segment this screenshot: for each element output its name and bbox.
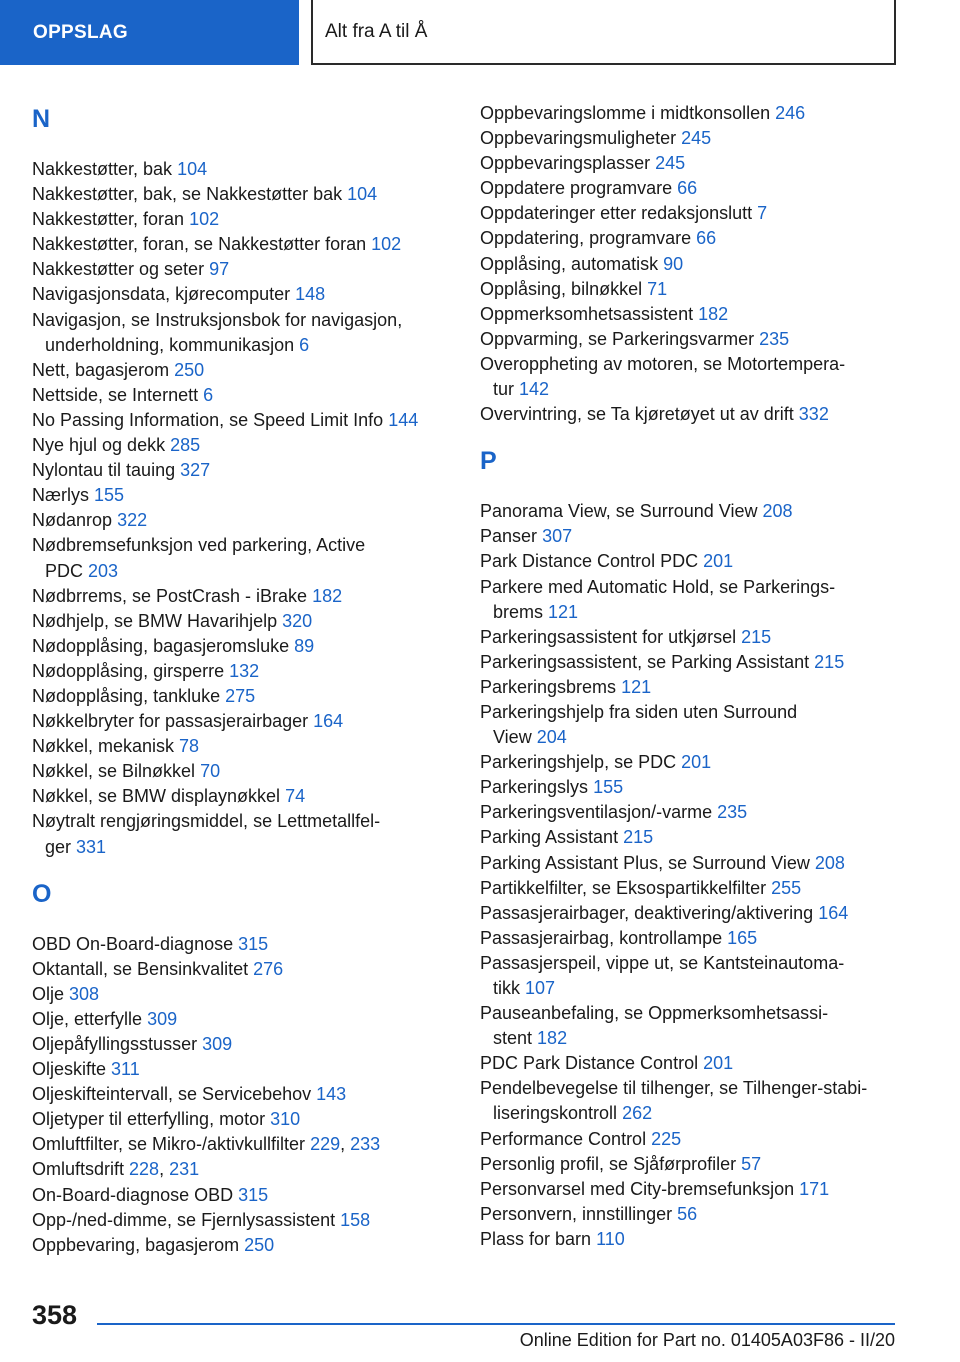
index-entry [480, 650, 900, 675]
index-entry [480, 302, 900, 327]
entry-term: No Passing Information, se Speed Limit Info [32, 409, 384, 430]
index-entry: Omluftsdrift 228, 231 [32, 1159, 200, 1180]
index-entry [480, 625, 900, 650]
page-reference-link[interactable]: 165 [727, 927, 758, 948]
entry-term: View [493, 727, 532, 748]
index-entry [480, 151, 900, 176]
page-reference-link[interactable]: 208 [762, 501, 793, 522]
entry-term: Passasjerairbag, kontrollampe [480, 927, 723, 948]
index-entry [32, 483, 452, 508]
entry-term: Nøytralt rengjøringsmiddel, se Lettmetallfel- [32, 811, 381, 832]
index-entry [480, 775, 900, 800]
entry-term: tikk [493, 978, 520, 998]
index-entry [480, 1076, 900, 1126]
index-entry [32, 584, 452, 609]
entry-term: Oljetyper til etterfylling, motor [32, 1109, 266, 1130]
index-entry [32, 982, 452, 1007]
page-reference-link[interactable]: 245 [681, 128, 712, 149]
page-reference-link[interactable]: 56 [677, 1203, 698, 1224]
index-entry [32, 508, 452, 533]
page-reference-link[interactable]: 276 [253, 958, 284, 979]
index-entry [480, 575, 900, 625]
chapter-title: Alt fra A til Å [325, 20, 428, 42]
index-entry [480, 101, 900, 126]
page-reference-link[interactable]: 70 [200, 761, 221, 782]
page-reference-link[interactable]: 262 [622, 1103, 653, 1124]
index-entry [32, 308, 452, 358]
page-reference-link[interactable]: 322 [117, 510, 148, 531]
index-entry [32, 1233, 452, 1258]
index-entry [32, 1208, 452, 1233]
page-reference-link[interactable]: 201 [703, 1053, 734, 1074]
page-reference-link[interactable]: 307 [542, 526, 573, 547]
entry-term: Plass for barn [480, 1228, 592, 1249]
page-reference-link[interactable]: 332 [798, 404, 829, 425]
entry-term: Oppbevaringsplasser [480, 153, 651, 174]
entry-term: Parkere med Automatic Hold, se Parkerings- [480, 576, 836, 597]
index-entry [32, 533, 452, 583]
index-letter-heading: O [32, 879, 52, 908]
page-reference-link[interactable]: 225 [651, 1128, 682, 1149]
index-entry [480, 1001, 900, 1051]
page-reference-link[interactable]: 90 [663, 253, 684, 274]
entry-term: Oljepåfyllingsstusser [32, 1034, 198, 1054]
page-reference-link[interactable]: 182 [698, 303, 729, 324]
index-entry [32, 182, 452, 207]
page-reference-link[interactable]: 144 [388, 409, 419, 430]
page-number: 358 [32, 1300, 78, 1330]
index-entry [480, 825, 900, 850]
index-entry [32, 759, 452, 784]
page-reference-link[interactable]: 250 [174, 359, 205, 380]
index-entry [32, 433, 452, 458]
page-reference-link[interactable]: 66 [696, 228, 717, 249]
entry-term: Parkeringsassistent, se Parking Assistant [480, 651, 810, 672]
entry-term: Omluftfilter, se Mikro-/aktivkullfilter [32, 1134, 306, 1155]
entry-term: On-Board-diagnose OBD [32, 1184, 234, 1205]
index-entry [32, 232, 452, 257]
entry-term: Oljeskifteintervall, se Servicebehov [32, 1084, 312, 1105]
entry-term: Nett, bagasjerom [32, 359, 170, 380]
index-entry [480, 1227, 900, 1252]
page-reference-link[interactable]: 182 [537, 1028, 568, 1049]
index-entry [480, 675, 900, 700]
entry-term: Nakkestøtter, bak [32, 159, 173, 179]
entry-term: Nødbremsefunksjon ved parkering, Active [32, 535, 366, 556]
page-reference-link[interactable]: 107 [525, 978, 556, 998]
entry-term: Nøkkelbryter for passasjerairbager [32, 711, 309, 732]
index-entry [32, 1183, 452, 1208]
entry-term: Parkeringsassistent for utkjørsel [480, 626, 737, 647]
entry-term: Nakkestøtter, bak, se Nakkestøtter bak [32, 184, 343, 205]
page-reference-link[interactable]: 158 [340, 1209, 371, 1230]
index-entry [480, 851, 900, 876]
entry-term: Oktantall, se Bensinkvalitet [32, 958, 249, 979]
page-reference-link[interactable]: 250 [244, 1234, 275, 1255]
index-entry [480, 951, 900, 1001]
page-reference-link[interactable]: 233 [350, 1134, 381, 1155]
entry-term: ger [45, 836, 72, 857]
index-entry [32, 609, 452, 634]
entry-term: Opplåsing, bilnøkkel [480, 278, 643, 299]
entry-term: Nøkkel, mekanisk [32, 736, 175, 757]
entry-term: Parkeringsventilasjon/-varme [480, 802, 713, 823]
entry-term: Nødopplåsing, tankluke [32, 685, 221, 706]
entry-term: Oppbevaringsmuligheter [480, 128, 677, 149]
index-entry [32, 358, 452, 383]
entry-term: tur [493, 379, 515, 400]
index-entry [32, 809, 452, 859]
index-entry [32, 257, 452, 282]
entry-term: Personvern, innstillinger [480, 1203, 673, 1224]
entry-term: Partikkelfilter, se Eksospartikkelfilter [480, 877, 767, 898]
page-reference-link[interactable]: 246 [775, 103, 806, 123]
entry-term: Nakkestøtter og seter [32, 259, 205, 280]
page-reference-link[interactable]: 97 [209, 259, 230, 280]
entry-term: Nakkestøtter, foran [32, 209, 185, 230]
index-entry [480, 176, 900, 201]
entry-term: Overvintring, se Ta kjøretøyet ut av drift [480, 404, 794, 425]
page-reference-link[interactable]: 155 [94, 485, 125, 506]
entry-term: Nødbrrems, se PostCrash - iBrake [32, 585, 308, 606]
page-reference-link[interactable]: 164 [818, 902, 849, 923]
chapter-header [311, 0, 896, 65]
page-reference-link[interactable]: 78 [179, 736, 200, 757]
index-entry [480, 524, 900, 549]
page-reference-link[interactable]: 204 [536, 727, 567, 748]
index-letter-heading: P [480, 447, 497, 476]
entry-term: OBD On-Board-diagnose [32, 933, 234, 954]
index-entry [32, 1032, 452, 1057]
entry-term: Opplåsing, automatisk [480, 253, 659, 274]
index-entry [480, 750, 900, 775]
page-reference-link[interactable]: 308 [69, 983, 100, 1004]
entry-term: Oppdatere programvare [480, 178, 673, 199]
page-reference-link[interactable]: 6 [299, 334, 310, 355]
entry-term: PDC [45, 560, 84, 581]
index-entry [480, 926, 900, 951]
entry-term: Panser [480, 526, 538, 547]
index-entry [32, 784, 452, 809]
section-tab [0, 0, 299, 65]
index-entry [480, 876, 900, 901]
footer-edition: Online Edition for Part no. 01405A03F86 - II/20 [519, 1330, 895, 1350]
index-entry [32, 157, 452, 182]
index-entry [480, 700, 900, 750]
index-entry [480, 327, 900, 352]
page-reference-link[interactable]: 310 [270, 1109, 301, 1130]
entry-term: PDC Park Distance Control [480, 1053, 699, 1074]
entry-term: Nakkestøtter, foran, se Nakkestøtter foran [32, 234, 367, 255]
entry-term: Nødhjelp, se BMW Havarihjelp [32, 610, 278, 631]
index-entry [32, 932, 452, 957]
page-reference-link[interactable]: 132 [229, 660, 260, 681]
page-reference-link[interactable]: 203 [88, 560, 119, 581]
page-reference-link[interactable]: 110 [596, 1228, 625, 1249]
entry-term: Opp-/ned-dimme, se Fjernlysassistent [32, 1209, 336, 1230]
page-reference-link[interactable]: 121 [621, 676, 652, 697]
entry-term: Oppvarming, se Parkeringsvarmer [480, 328, 755, 349]
entry-term: Olje [32, 983, 65, 1004]
entry-term: Parkeringshjelp, se PDC [480, 752, 677, 773]
entry-term: Navigasjon, se Instruksjonsbok for navigasjon, [32, 309, 403, 330]
entry-term: Nye hjul og dekk [32, 435, 166, 456]
page-reference-link[interactable]: 235 [717, 802, 748, 823]
entry-term: Nøkkel, se Bilnøkkel [32, 761, 196, 782]
page-reference-link[interactable]: 315 [238, 933, 269, 954]
index-entry [32, 709, 452, 734]
index-entry [480, 226, 900, 251]
index-entry [32, 1007, 452, 1032]
index-entry [480, 800, 900, 825]
page-reference-link[interactable]: 74 [285, 786, 306, 807]
page-reference-link[interactable]: 104 [347, 184, 378, 205]
page-reference-link[interactable]: 215 [814, 651, 845, 672]
entry-term: liseringskontroll [493, 1103, 618, 1124]
entry-term: Navigasjonsdata, kjørecomputer [32, 284, 291, 305]
page-reference-link[interactable]: 320 [282, 610, 313, 631]
entry-term: Parkeringslys [480, 777, 589, 798]
index-entry [480, 352, 900, 402]
index-letter-heading: N [32, 105, 51, 133]
page-reference-link[interactable]: 215 [741, 626, 772, 647]
entry-term: Oppbevaring, bagasjerom [32, 1234, 240, 1255]
page-reference-link[interactable]: 309 [147, 1008, 178, 1029]
entry-term: Pauseanbefaling, se Oppmerksomhetsassi- [480, 1003, 829, 1024]
entry-term: brems [493, 601, 544, 622]
entry-term: Parkeringshjelp fra siden uten Surround [480, 701, 798, 722]
index-entry [480, 1177, 900, 1202]
index-entry [32, 408, 452, 433]
index-entry [480, 1127, 900, 1152]
page-reference-link[interactable]: 285 [170, 435, 201, 456]
entry-term: Nødanrop [32, 510, 113, 531]
entry-term: Oppdatering, programvare [480, 228, 692, 249]
entry-term: Personvarsel med City-bremsefunksjon [480, 1178, 795, 1199]
page-reference-link[interactable]: 142 [519, 379, 550, 400]
index-entry [480, 126, 900, 151]
entry-term: Parking Assistant Plus, se Surround View [480, 852, 810, 873]
entry-term: Passasjerairbager, deaktivering/aktivering [480, 902, 814, 923]
entry-term: Park Distance Control PDC [480, 551, 699, 572]
entry-term: Olje, etterfylle [32, 1008, 143, 1029]
page-reference-link[interactable]: 102 [189, 209, 220, 230]
entry-term: underholdning, kommunikasjon [45, 334, 295, 355]
entry-term: Omluftsdrift [32, 1159, 125, 1180]
entry-term: Parkeringsbrems [480, 676, 617, 697]
entry-term: Nylontau til tauing [32, 460, 176, 481]
page-reference-link[interactable]: 309 [202, 1034, 233, 1054]
entry-term: Panorama View, se Surround View [480, 501, 758, 522]
entry-term: Nødopplåsing, girsperre [32, 660, 225, 681]
page-reference-link[interactable]: 121 [548, 601, 579, 622]
index-entry [32, 1057, 452, 1082]
page-reference-link[interactable]: 245 [655, 153, 686, 174]
entry-term: Overoppheting av motoren, se Motortempera- [480, 353, 846, 374]
section-label: OPPSLAG [33, 21, 129, 43]
page-reference-link[interactable]: 148 [295, 284, 326, 305]
page-reference-link[interactable]: 66 [677, 178, 698, 199]
page-reference-link[interactable]: 164 [313, 711, 344, 732]
page-reference-link[interactable]: 208 [814, 852, 845, 873]
section-spacer [32, 860, 452, 876]
page-reference-link[interactable]: 231 [169, 1159, 200, 1180]
index-entry [480, 252, 900, 277]
entry-term: Nødopplåsing, bagasjeromsluke [32, 635, 290, 656]
entry-term: stent [493, 1028, 533, 1049]
page-reference-link[interactable]: 327 [180, 460, 211, 481]
page-reference-link[interactable]: 255 [771, 877, 802, 898]
page-reference-link[interactable]: 7 [757, 203, 768, 224]
page-reference-link[interactable]: 155 [593, 777, 624, 798]
index-column-left [32, 101, 452, 1258]
page-reference-link[interactable]: 235 [759, 328, 790, 349]
page-reference-link[interactable]: 71 [647, 278, 668, 299]
page-reference-link[interactable]: 315 [238, 1184, 269, 1205]
index-entry [480, 277, 900, 302]
index-entry [480, 1202, 900, 1227]
entry-term: Oppbevaringslomme i midtkonsollen [480, 103, 771, 123]
index-entry [480, 549, 900, 574]
page-reference-link[interactable]: 102 [371, 234, 402, 255]
index-entry [32, 684, 452, 709]
index-column-right [480, 101, 900, 1252]
page-reference-link[interactable]: 182 [312, 585, 343, 606]
page-reference-link[interactable]: 201 [703, 551, 734, 572]
section-spacer [480, 427, 900, 443]
page-reference-link[interactable]: 89 [294, 635, 315, 656]
index-entry [32, 383, 452, 408]
footer-rule [97, 1323, 895, 1325]
entry-term: Pendelbevegelse til tilhenger, se Tilhenger-stabi- [480, 1078, 868, 1099]
page-reference-link[interactable]: 311 [111, 1059, 140, 1080]
page-reference-link[interactable]: 143 [316, 1084, 347, 1105]
entry-term: Oppmerksomhetsassistent [480, 303, 694, 324]
index-entry [32, 1082, 452, 1107]
index-entry [32, 659, 452, 684]
entry-term: Parking Assistant [480, 827, 619, 848]
page-reference-link[interactable]: 215 [623, 827, 654, 848]
entry-term: Performance Control [480, 1128, 647, 1149]
page-reference-link[interactable]: 57 [741, 1153, 762, 1174]
entry-term: Oppdateringer etter redaksjonslutt [480, 203, 753, 224]
index-entry [32, 458, 452, 483]
page-reference-link[interactable]: 228 [129, 1159, 160, 1180]
entry-term: Oljeskifte [32, 1059, 107, 1080]
entry-term: Personlig profil, se Sjåførprofiler [480, 1153, 737, 1174]
entry-term: Nettside, se Internett [32, 384, 199, 405]
index-entry [32, 634, 452, 659]
index-entry [480, 1152, 900, 1177]
index-entry [480, 402, 900, 427]
page-reference-link[interactable]: 275 [225, 685, 256, 706]
page-reference-link[interactable]: 6 [203, 384, 214, 405]
index-entry [32, 734, 452, 759]
index-entry [480, 499, 900, 524]
entry-term: Passasjerspeil, vippe ut, se Kantsteinautoma- [480, 952, 845, 973]
index-entry [480, 1051, 900, 1076]
index-entry [32, 207, 452, 232]
page-reference-link[interactable]: 171 [799, 1178, 830, 1199]
index-entry [480, 201, 900, 226]
index-entry [32, 282, 452, 307]
entry-term: Nærlys [32, 485, 89, 506]
entry-term: Nøkkel, se BMW displaynøkkel [32, 786, 281, 807]
index-entry [32, 957, 452, 982]
page-reference-link[interactable]: 201 [681, 752, 712, 773]
index-entry [480, 901, 900, 926]
page-reference-link[interactable]: 229 [310, 1134, 341, 1155]
page-reference-link[interactable]: 331 [76, 836, 107, 857]
index-entry [32, 1107, 452, 1132]
index-entry: Omluftfilter, se Mikro-/aktivkullfilter 229, 233 [32, 1134, 381, 1155]
page-reference-link[interactable]: 104 [177, 159, 208, 179]
